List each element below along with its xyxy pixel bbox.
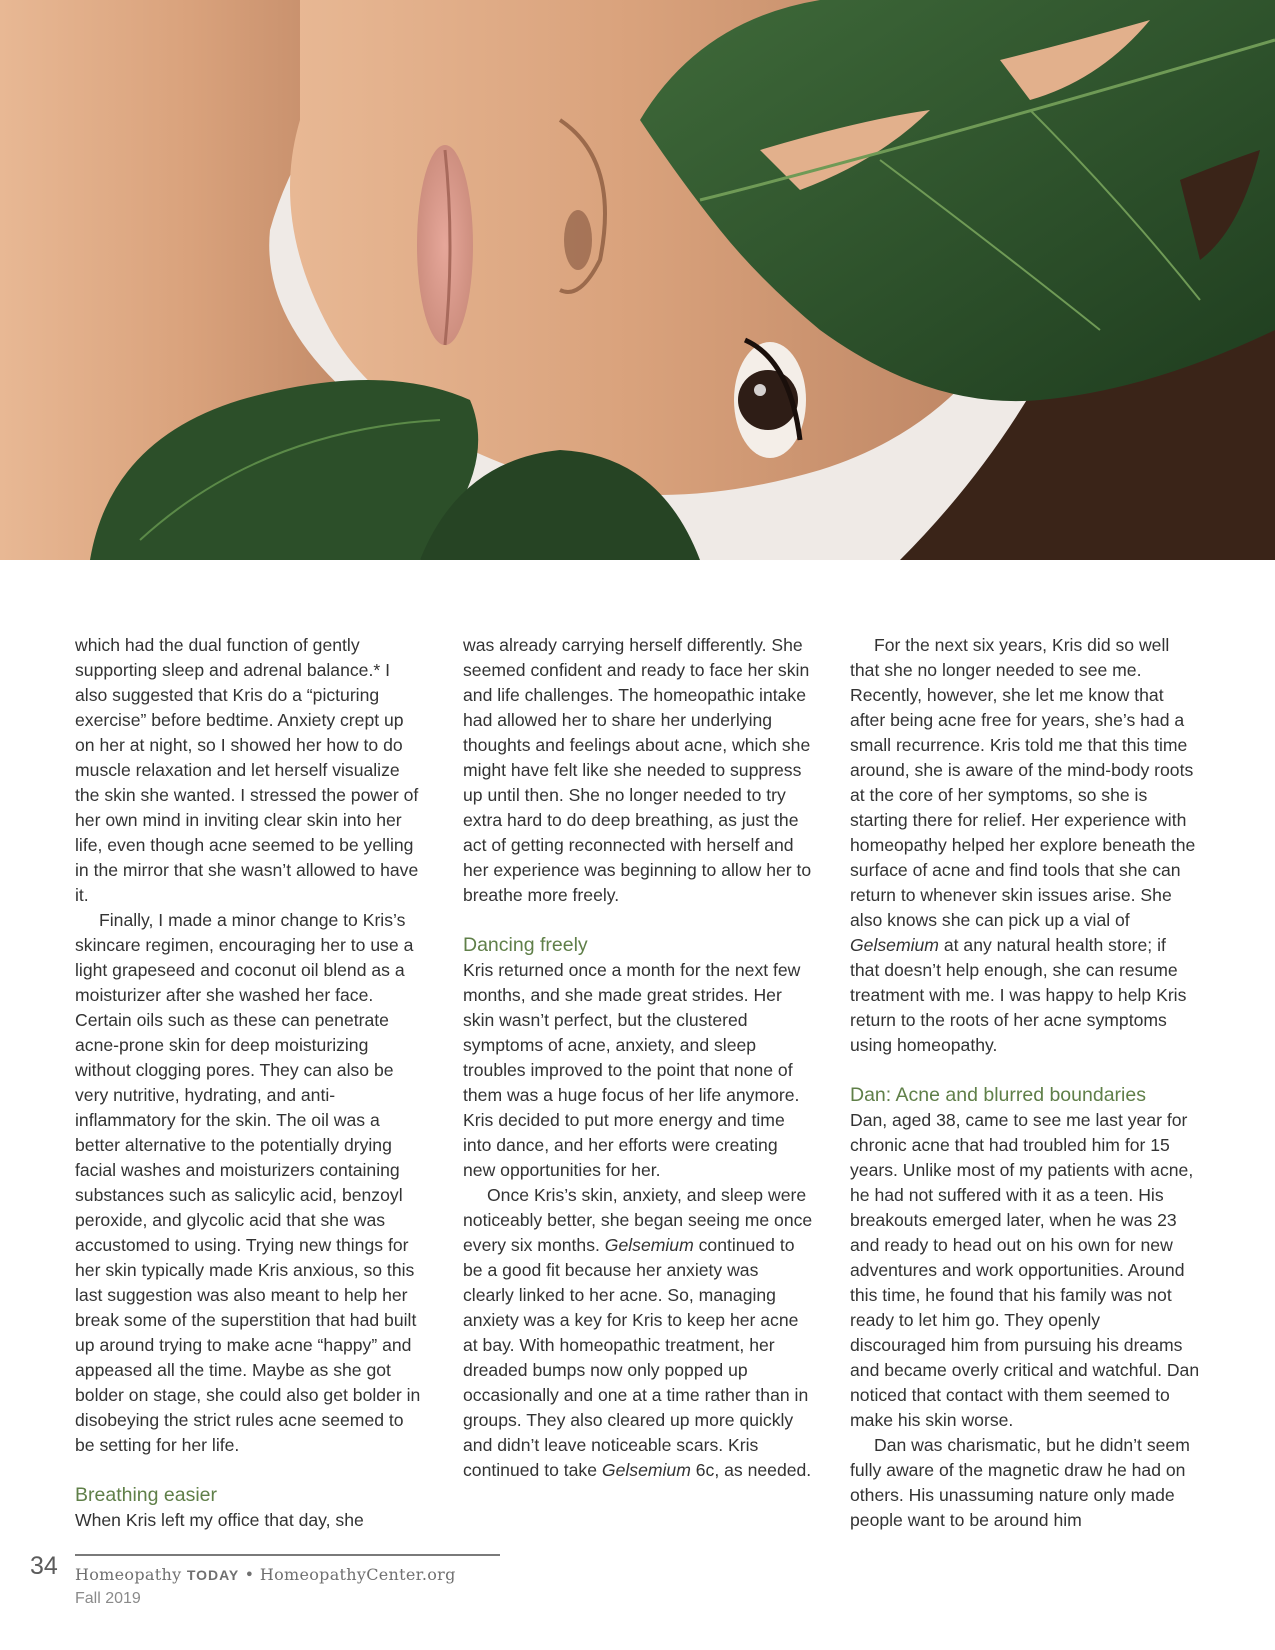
issue-date: Fall 2019 [75, 1590, 141, 1607]
bullet-separator: • [244, 1565, 255, 1584]
paragraph: which had the dual function of gently supporting sleep and adrenal balance.* I also suggested that Kris do a “picturing exercise” before bedtime. Anxiety crept up on her at night, so I showed her how to do muscle relaxation and let herself visualize the skin she wanted. I stressed the power of her own mind in inviting clear skin into her life, even though acne seemed to be yelling in the mirror that she wasn’t allowed to have it. [75, 635, 419, 905]
page-number: 34 [30, 1552, 58, 1580]
face-with-monstera-leaf-icon [0, 0, 1275, 560]
paragraph: Finally, I made a minor change to Kris’s skincare regimen, encouraging her to use a light grapeseed and coconut oil blend as a moisturizer after she washed her face. Certain oils such as these can penetrate acne-prone skin for deep moisturizing without clogging pores. They can also be very nutritive, hydrating, and anti-inflammatory for the skin. The oil was a better alternative to the potentially drying facial washes and moisturizers containing substances such as salicylic acid, benzoyl peroxide, and glycolic acid that she was accustomed to using. Trying new things for her skin typically made Kris anxious, so this last suggestion was also meant to help her break some of the superstition that had built up around trying to make acne “happy” and appeased all the time. Maybe as she got bolder on stage, she could also get bolder in disobeying the strict rules acne seemed to be setting for her life. [75, 910, 421, 1455]
section-heading-dan: Dan: Acne and blurred boundaries [850, 1084, 1146, 1106]
footer-divider [75, 1554, 500, 1556]
paragraph: was already carrying herself differently. She seemed confident and ready to face her skin and life challenges. The homeopathic intake had allowed her to share her underlying thoughts and feelings about acne, which she might have felt like she needed to suppress up until then. She no longer needed to try extra hard to do deep breathing, as just the act of getting reconnected with herself and her experience was beginning to allow her to breathe more freely. [463, 635, 812, 905]
paragraph: Once Kris’s skin, anxiety, and sleep were noticeably better, she began seeing me once every six months. Gelsemium continued to be a good fit because her anxiety was clearly linked to her acne. So, managing anxiety was a key for Kris to keep her acne at bay. With homeopathic treatment, her dreaded bumps now only popped up occasionally and one at a time rather than in groups. They also cleared up more quickly and didn’t leave noticeable scars. Kris continued to take Gelsemium 6c, as needed. [463, 1185, 813, 1480]
section-heading-breathing-easier: Breathing easier [75, 1484, 218, 1506]
magazine-name: Homeopathy [75, 1565, 182, 1584]
article-column-2 [463, 633, 813, 1483]
article-column-1 [75, 633, 425, 1533]
paragraph: For the next six years, Kris did so well that she no longer needed to see me. Recently, however, she let me know that after being acne free for years, she’s had a small recurrence. Kris told me that this time around, she is aware of the mind-body roots at the core of her symptoms, so she is starting there for relief. Her experience with homeopathy helped her explore beneath the surface of acne and find tools that she can return to whenever skin issues arise. She also knows she can pick up a vial of Gelsemium at any natural health store; if that doesn’t help enough, she can resume treatment with me. I was happy to help Kris return to the roots of her acne symptoms using homeopathy. [850, 635, 1196, 1055]
remedy-name: Gelsemium [604, 1235, 694, 1255]
website-link[interactable]: HomeopathyCenter.org [259, 1565, 456, 1584]
article-column-3 [850, 633, 1200, 1533]
section-heading-dancing-freely: Dancing freely [463, 934, 588, 956]
remedy-name: Gelsemium [850, 935, 939, 955]
hero-photo [0, 0, 1275, 560]
remedy-name: Gelsemium [601, 1460, 691, 1480]
paragraph: When Kris left my office that day, she [75, 1510, 364, 1530]
paragraph: Kris returned once a month for the next few months, and she made great strides. Her skin wasn’t perfect, but the clustered symptoms of acne, anxiety, and sleep troubles improved to the point that none of them was a huge focus of her life anymore. Kris decided to put more energy and time into dance, and her efforts were creating new opportunities for her. [463, 960, 801, 1180]
paragraph: Dan, aged 38, came to see me last year for chronic acne that had troubled him for 15 years. Unlike most of my patients with acne, he had not suffered with it as a teen. His breakouts emerged later, when he was 23 and ready to head out on his own for new adventures and work opportunities. Around this time, he found that his family was not ready to let him go. They openly discouraged him from pursuing his dreams and became overly critical and watchful. Dan noticed that contact with them seemed to make his skin worse. [850, 1110, 1200, 1430]
magazine-name-today: TODAY [186, 1567, 240, 1583]
footer-publication [75, 1565, 456, 1584]
paragraph: Dan was charismatic, but he didn’t seem fully aware of the magnetic draw he had on others. His unassuming nature only made people want to be around him [850, 1435, 1190, 1530]
